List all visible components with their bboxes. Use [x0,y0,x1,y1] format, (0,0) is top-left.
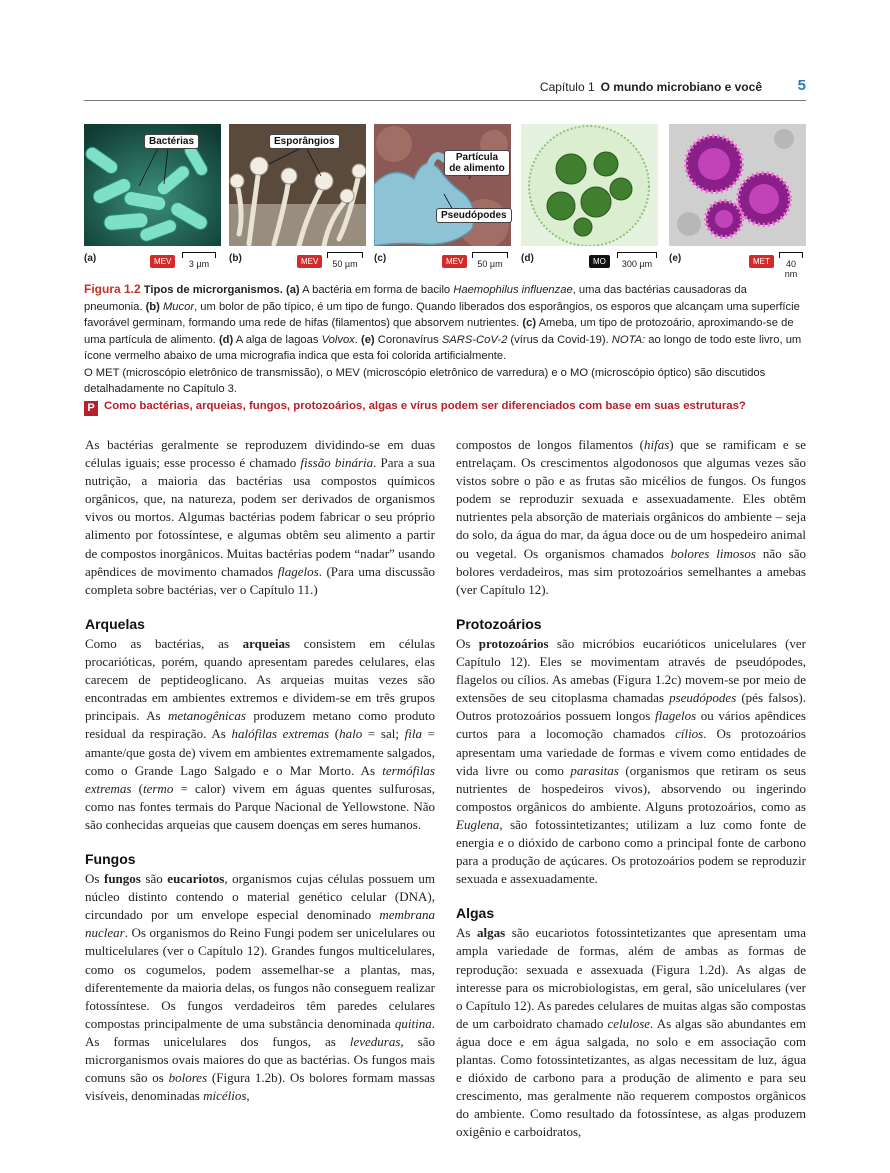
colorized-badge: MEV [442,255,467,268]
caption-part-italic: Haemophilus influenzae [453,284,573,296]
text-run: As bactérias geralmente se reproduzem dividindo-se em duas células iguais; esse processo é chamado [85,437,435,471]
text-run: , são fotossintetizantes; utilizam a luz como fonte de energia e o dióxido de carbono como a principal fonte de carbono para a produção de açúcares. Os protozoários podem se reproduzir sexuada e assexuadamente. [456,816,806,887]
italic-term: flagelos [277,563,319,579]
scale-bar: 50 µm [472,252,508,269]
italic-term: bolores limosos [670,545,756,561]
caption-part-text: A alga de lagoas [233,333,322,346]
amoeba-micrograph [374,124,511,246]
italic-term: bolores [168,1070,208,1086]
italic-term: cílios [675,726,704,742]
figure-1-2 [84,124,806,279]
italic-term: parasitas [570,762,619,778]
text-run: . Os protozoários apresentam uma variedade de formas e vivem como entidades de vida livre ou como [456,726,806,778]
text-run: Os [456,635,479,651]
caption-part-text: . [354,333,361,346]
italic-term: flagelos [654,708,697,724]
section-heading: Arquelas [85,615,145,632]
section-heading: Fungos [85,850,136,867]
italic-term: halo [339,726,363,742]
figure-panel-a [84,124,221,274]
italic-term: halófilas extremas [231,726,330,742]
optical-badge: MO [589,255,610,268]
italic-term: pseudópodes [669,690,737,706]
callout-sporangia: Esporângios [269,134,340,149]
text-run: não são bolores verdadeiros, mas sim protozoários semelhantes a amebas (ver Capítulo 12). [456,545,806,597]
bold-term: eucariotos [167,871,225,887]
text-run: = sal; [362,726,405,742]
text-run: As [456,925,478,941]
figure-number: Figura 1.2 [84,282,141,296]
chapter-title: O mundo microbiano e você [600,80,762,94]
text-run: , organismos cujas células possuem um núcleo distinto contendo o material genético celular (DNA), circundado por um envelope especial denominado [85,871,435,923]
italic-term: fila [404,726,422,742]
text-run: ou vários apêndices curtos para a locomoção chamados [456,708,806,742]
caption-part-text: (vírus da Covid-19). [507,333,612,346]
chapter-label: Capítulo 1 O mundo microbiano e você [539,80,762,94]
bold-term: protozoários [478,635,549,651]
text-run: ( [131,780,143,796]
italic-term: quitina [394,1015,432,1031]
left-column [85,436,435,1105]
panel-letter: (a) [84,253,97,264]
italic-term: metanogênicas [167,708,246,724]
bold-term: algas [477,925,506,941]
text-run: são [140,871,168,887]
page-number: 5 [797,77,806,94]
text-run: , [246,1088,250,1104]
text-run: (pés falsos). Outros protozoários possuem longos [456,690,806,724]
scale-bar: 300 µm [617,252,657,269]
caption-part-italic: SARS-CoV-2 [441,333,508,346]
caption-part-italic: Volvox [321,333,355,346]
section-heading: Protozoários [456,615,542,632]
italic-term: micélios [203,1088,247,1104]
text-run: . (Para uma discussão completa sobre bactérias, ver o Capítulo 11.) [85,563,435,597]
caption-part-text: , uma das bactérias causadoras da pneumonia. [84,284,747,313]
text-run: são micróbios eucarióticos unicelulares (ver Capítulo 12). Eles se movimentam através de pseudópodes, flagelos ou cílios. As amebas (Figura 1.2c) movem-se por meio de extensões de seu citoplasma chamadas [456,635,806,706]
caption-part-label: (b) [145,300,160,313]
italic-term: hifas [643,437,670,452]
bold-term: arqueias [242,635,291,651]
volvox-micrograph [521,124,658,246]
italic-term: leveduras [349,1033,401,1049]
caption-part-label: (c) [522,317,537,329]
callout-food-particle: Partícula de alimento [444,150,510,176]
question-icon: P [84,401,98,416]
text-run: consistem em células procarióticas, porém, quando apresentam paredes celulares, elas carecem de peptideoglicano. As arqueias muitas vezes são encontradas em ambientes extremos e dividem-se em três grupos principais. As [85,635,435,724]
panel-letter: (b) [229,253,242,264]
caption-part-text: A bactéria em forma de bacilo [299,284,454,296]
right-column [456,436,806,1141]
text-run: Como as bactérias, as [85,635,243,651]
colorized-badge: MEV [150,255,175,268]
caption-part-text: Coronavírus [374,333,442,346]
figure-panel-b [229,124,366,274]
caption-part-text: , um bolor de pão típico, é um tipo de fungo. Quando liberados dos esporângios, os esporos que alcançam uma superfície favorável germinam, formando uma rede de hifas (filamentos) que absorvem nutrientes. [84,300,800,329]
paragraph [85,436,435,599]
caption-body [84,284,801,395]
text-run: . Os organismos do Reino Fungi podem ser unicelulares ou multicelulares (ver o Capítulo 12). Grandes fungos multicelulares, como os cogumelos, podem assemelhar-se a plantas, mas, diferentemente da maioria delas, os fungos não conseguem realizar fotossíntese. Os fungos verdadeiros têm paredes celulares compostas principalmente de uma substância denominada [85,925,435,1031]
text-run: = calor) vivem em águas quentes sulfurosas, como nas fontes termais do Parque Nacional de Yellowstone. Não são conhecidas arqueias que causem doenças em seres humanos. [85,780,435,832]
key-question [84,400,806,416]
caption-part-text: Ameba, um tipo de protozoário, aproximando-se de uma partícula de alimento. [84,317,794,346]
caption-part-italic: Mucor [159,300,195,313]
paragraph [85,870,435,1105]
italic-term: termo [142,780,174,796]
question-text: Como bactérias, arqueias, fungos, protozoários, algas e vírus podem ser diferenciados com base em suas estruturas? [104,400,746,412]
text-run: produzem metano como produto residual da respiração. As [85,708,435,742]
panel-letter: (d) [521,253,534,264]
figure-caption [84,281,806,398]
colorized-badge: MET [749,255,774,268]
scale-bar: 3 µm [182,252,216,269]
caption-part-label: (a) [285,284,300,296]
text-run: (Figura 1.2b). Os bolores formam massas visíveis, denominadas [85,1070,435,1104]
caption-part-text: O MET (microscópio eletrônico de transmissão), o MEV (microscópio eletrônico de varredura) e o MO (microscópio óptico) são discutidos detalhadamente no Capítulo 3. [84,366,766,395]
text-run: (organismos que retiram os seus nutrientes de hospedeiros vivos), absorvendo ou ingerindo compostos orgânicos do ambiente. Alguns protozoários, como as [456,762,806,814]
coronavirus-micrograph [669,124,806,246]
italic-term: termófilas extremas [85,762,435,796]
text-run: ) que se ramificam e se entrelaçam. Os crescimentos algodonosos que algumas vezes são vistos sobre o pão e as frutas são micélios de fungos. Os fungos podem se reproduzir sexuada e assexuadamente. Eles obtêm nutrientes pela absorção de materiais orgânicos do ambiente – seja do solo, da água do mar, da água doce ou de um hospedeiro animal ou vegetal. Os organismos chamados [456,437,806,561]
scale-bar: 40 nm [779,252,803,279]
figure-panel-c [374,124,511,274]
figure-panel-d [521,124,658,274]
paragraph [456,924,806,1141]
text-run: Os [85,871,104,887]
italic-term: celulose [607,1015,651,1031]
text-run: são eucariotos fotossintetizantes que apresentam uma ampla variedade de formas, além de ambas as formas de reprodução: sexuada e assexuada (Figura 1.2d). As algas de interesse para os microbiologistas, em geral, são unicelulares (ver o Capítulo 12). As paredes celulares de muitas algas são compostas de um carboidrato chamado [456,925,806,1031]
caption-part-italic: NOTA: [611,333,646,346]
text-run: . As algas são abundantes em água doce e em água salgada, no solo e em associação com plantas. Como fotossintetizantes, as algas necessitam de luz, água e dióxido de carbono para a produção de alimento e para seu crescimento, mas geralmente não requerem compostos orgânicos do ambiente. Como resultado da fotossíntese, as algas produzem oxigênio e carboidratos, [456,1015,806,1140]
panel-letter: (e) [669,253,682,264]
text-run: = amante/que gosta de) vivem em ambientes extremamente salgados, como o Grande Lago Salgado e o Mar Morto. As [85,726,435,778]
figure-panel-e [669,124,806,279]
callout-pseudopods: Pseudópodes [436,208,512,223]
colorized-badge: MEV [297,255,322,268]
italic-term: fissão binária [300,455,374,471]
callout-bacteria: Bactérias [144,134,199,149]
italic-term: Euglena [456,816,500,832]
running-header [84,78,806,101]
paragraph [456,436,806,599]
text-run: , são microrganismos ovais maiores do que as bactérias. Os fungos mais comuns são os [85,1033,435,1086]
italic-term: membrana nuclear [85,907,435,941]
text-run: . Para a sua nutrição, a maioria das bactérias usa compostos químicos orgânicos, que, na natureza, podem ser derivados de organismos vivos ou mortos. Algumas bactérias podem fabricar o seu próprio alimento por fotossíntese, e algumas obtêm seu alimento a partir de compostos inorgânicos. Muitas bactérias podem “nadar” usando apêndices de movimento chamados [85,455,435,579]
scale-bar: 50 µm [327,252,363,269]
section-heading: Algas [456,905,495,922]
paragraph [85,635,435,834]
panel-letter: (c) [374,253,387,264]
caption-part-label: (d) [218,333,234,346]
figure-title: Tipos de microrganismos. [143,284,283,296]
caption-part-text: ao longo de todo este livro, um ícone vermelho abaixo de uma micrografia indica que esta foi colorida artificialmente. [84,333,802,362]
paragraph [456,635,806,888]
text-run: ( [329,726,340,742]
text-run: compostos de longos filamentos ( [456,437,644,452]
text-run: . As formas unicelulares dos fungos, as [85,1015,435,1049]
bold-term: fungos [104,871,141,887]
caption-part-label: (e) [360,333,375,346]
